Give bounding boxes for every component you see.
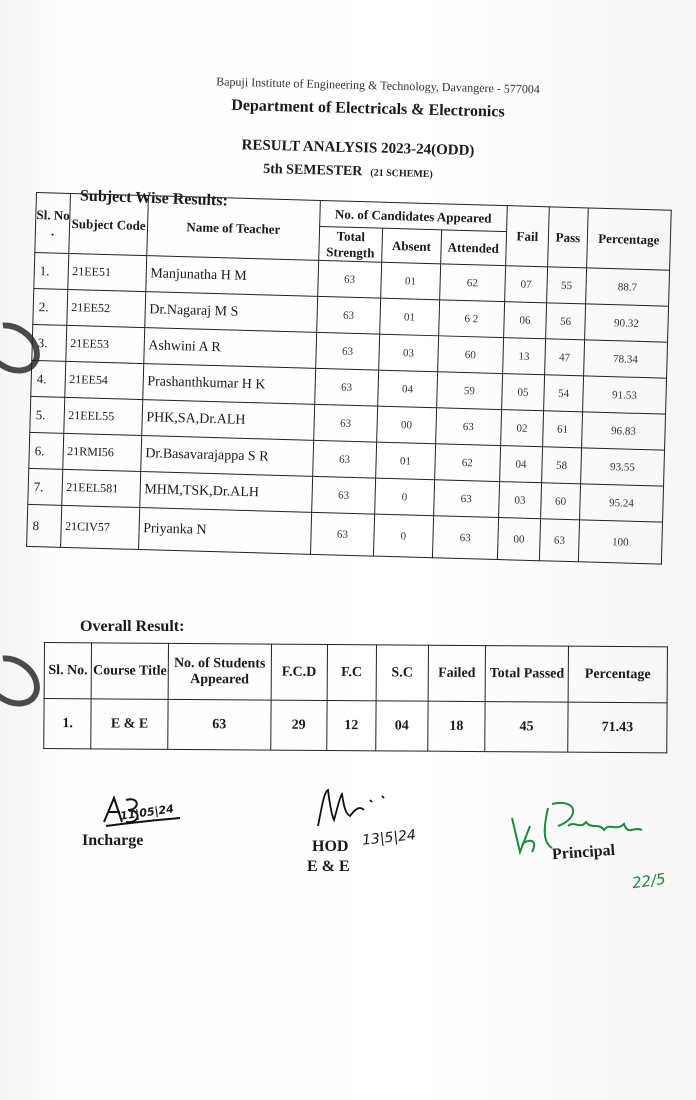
row-absent: 00	[377, 406, 437, 444]
row-sl: 4.	[31, 360, 66, 397]
ov-sl: 1.	[44, 699, 92, 749]
ov-fcd: 29	[271, 700, 327, 750]
col-attended: Attended	[440, 230, 506, 266]
row-teacher: Priyanka N	[138, 508, 312, 555]
row-percentage: 78.34	[583, 340, 667, 378]
row-attended: 62	[434, 444, 500, 482]
principal-label: Principal	[551, 841, 616, 864]
row-pass: 61	[543, 411, 583, 448]
row-code: 21EE53	[66, 325, 144, 363]
row-attended: 60	[437, 336, 503, 374]
row-sl: 2.	[33, 288, 68, 325]
row-pass: 60	[541, 483, 581, 520]
principal-date: 22/5	[630, 869, 667, 893]
row-sl: 7.	[28, 468, 63, 505]
col-total: Total Strength	[319, 226, 383, 262]
row-percentage: 100	[578, 520, 662, 564]
ov-col-percentage: Percentage	[568, 646, 667, 703]
row-absent: 0	[375, 478, 435, 516]
row-attended: 63	[432, 516, 498, 560]
ov-col-sl: Sl. No.	[44, 643, 92, 699]
col-pass: Pass	[548, 207, 588, 268]
ov-sc: 04	[376, 701, 428, 751]
row-absent: 04	[378, 370, 438, 408]
row-pass: 58	[542, 447, 582, 484]
row-absent: 01	[380, 298, 440, 336]
row-fail: 06	[503, 302, 547, 339]
overall-heading: Overall Result:	[80, 618, 185, 635]
ov-col-failed: Failed	[428, 645, 486, 701]
institute-name: Bapuji Institute of Engineering & Technology, Davangere - 577004	[216, 74, 541, 97]
row-fail: 02	[500, 410, 544, 447]
ov-course: E & E	[91, 699, 168, 750]
col-fail: Fail	[505, 206, 549, 267]
row-absent: 01	[376, 442, 436, 480]
semester: 5th SEMESTER	[262, 161, 363, 180]
col-percentage: Percentage	[586, 208, 671, 270]
row-fail: 13	[502, 338, 546, 375]
row-pass: 56	[546, 303, 586, 340]
row-sl: 1.	[34, 252, 69, 289]
row-percentage: 95.24	[579, 484, 663, 522]
ov-col-fcd: F.C.D	[271, 644, 327, 700]
row-percentage: 88.7	[585, 268, 669, 306]
ov-col-appeared: No. of Students Appeared	[168, 643, 272, 700]
scheme: (21 SCHEME)	[370, 167, 433, 181]
col-sl: Sl. No .	[35, 193, 71, 254]
row-absent: 0	[373, 514, 433, 558]
hod-date: 13|5|24	[361, 827, 417, 849]
row-pass: 54	[544, 375, 584, 412]
row-total: 63	[317, 296, 381, 334]
incharge-date: 11|05|24	[119, 802, 175, 823]
hod-label: HOD	[312, 838, 349, 855]
row-sl: 3.	[32, 324, 67, 361]
row-percentage: 90.32	[584, 304, 668, 342]
row-attended: 63	[435, 408, 501, 446]
ov-col-passed: Total Passed	[485, 646, 568, 703]
row-fail: 00	[497, 518, 541, 561]
row-attended: 62	[439, 264, 505, 302]
row-teacher: Manjunatha H M	[145, 256, 318, 297]
row-teacher: Dr.Basavarajappa S R	[140, 436, 313, 477]
col-absent: Absent	[382, 228, 442, 264]
ov-appeared: 63	[168, 699, 271, 750]
col-appeared: No. of Candidates Appeared	[320, 200, 507, 231]
ov-fc: 12	[326, 700, 376, 750]
row-code: 21EE52	[67, 289, 145, 327]
hod-dept: E & E	[307, 858, 350, 875]
row-teacher: PHK,SA,Dr.ALH	[141, 400, 314, 441]
row-pass: 55	[547, 267, 587, 304]
row-percentage: 91.53	[582, 376, 666, 414]
row-code: 21CIV57	[61, 505, 139, 549]
row-code: 21EE54	[65, 361, 143, 399]
ov-failed: 18	[427, 701, 485, 751]
row-total: 63	[318, 260, 382, 298]
row-fail: 05	[501, 374, 545, 411]
row-total: 63	[310, 512, 374, 556]
row-code: 21RMI56	[63, 433, 141, 471]
row-total: 63	[313, 440, 377, 478]
row-percentage: 93.55	[580, 448, 664, 486]
row-sl: 5.	[30, 396, 65, 433]
document-title: RESULT ANALYSIS 2023-24(ODD)	[241, 137, 475, 159]
ov-col-course: Course Title	[92, 643, 169, 700]
row-teacher: Ashwini A R	[143, 328, 316, 369]
subject-wise-heading: Subject Wise Results:	[79, 187, 229, 210]
row-fail: 03	[498, 482, 542, 519]
overall-results-table	[43, 642, 668, 753]
row-total: 63	[316, 332, 380, 370]
row-attended: 6 2	[438, 300, 504, 338]
department-name: Department of Electricals & Electronics	[231, 96, 505, 121]
row-absent: 01	[381, 262, 441, 300]
row-total: 63	[315, 368, 379, 406]
ov-percentage: 71.43	[568, 702, 667, 753]
row-total: 63	[314, 404, 378, 442]
row-code: 21EEL55	[64, 397, 142, 435]
row-sl: 6.	[29, 432, 64, 469]
row-code: 21EEL581	[62, 469, 140, 507]
row-fail: 04	[499, 446, 543, 483]
row-attended: 59	[436, 372, 502, 410]
subject-results-table	[26, 192, 672, 565]
row-absent: 03	[379, 334, 439, 372]
row-fail: 07	[504, 266, 548, 303]
row-pass: 47	[545, 339, 585, 376]
ov-col-sc: S.C	[376, 645, 428, 701]
row-pass: 63	[540, 519, 580, 562]
row-total: 63	[312, 476, 376, 514]
binder-ring	[0, 645, 50, 717]
row-teacher: MHM,TSK,Dr.ALH	[139, 472, 312, 513]
row-teacher: Dr.Nagaraj M S	[144, 292, 317, 333]
col-teacher: Name of Teacher	[146, 196, 320, 261]
ov-col-fc: F.C	[327, 644, 377, 700]
row-sl: 8	[27, 504, 63, 547]
row-percentage: 96.83	[581, 412, 665, 450]
row-code: 21EE51	[68, 253, 146, 291]
ov-passed: 45	[485, 702, 568, 753]
table-row	[44, 699, 667, 753]
col-code: Subject Code	[69, 193, 148, 255]
row-teacher: Prashanthkumar H K	[142, 364, 315, 405]
row-attended: 63	[433, 480, 499, 518]
hod-signature	[312, 786, 402, 832]
incharge-label: Incharge	[82, 832, 144, 849]
